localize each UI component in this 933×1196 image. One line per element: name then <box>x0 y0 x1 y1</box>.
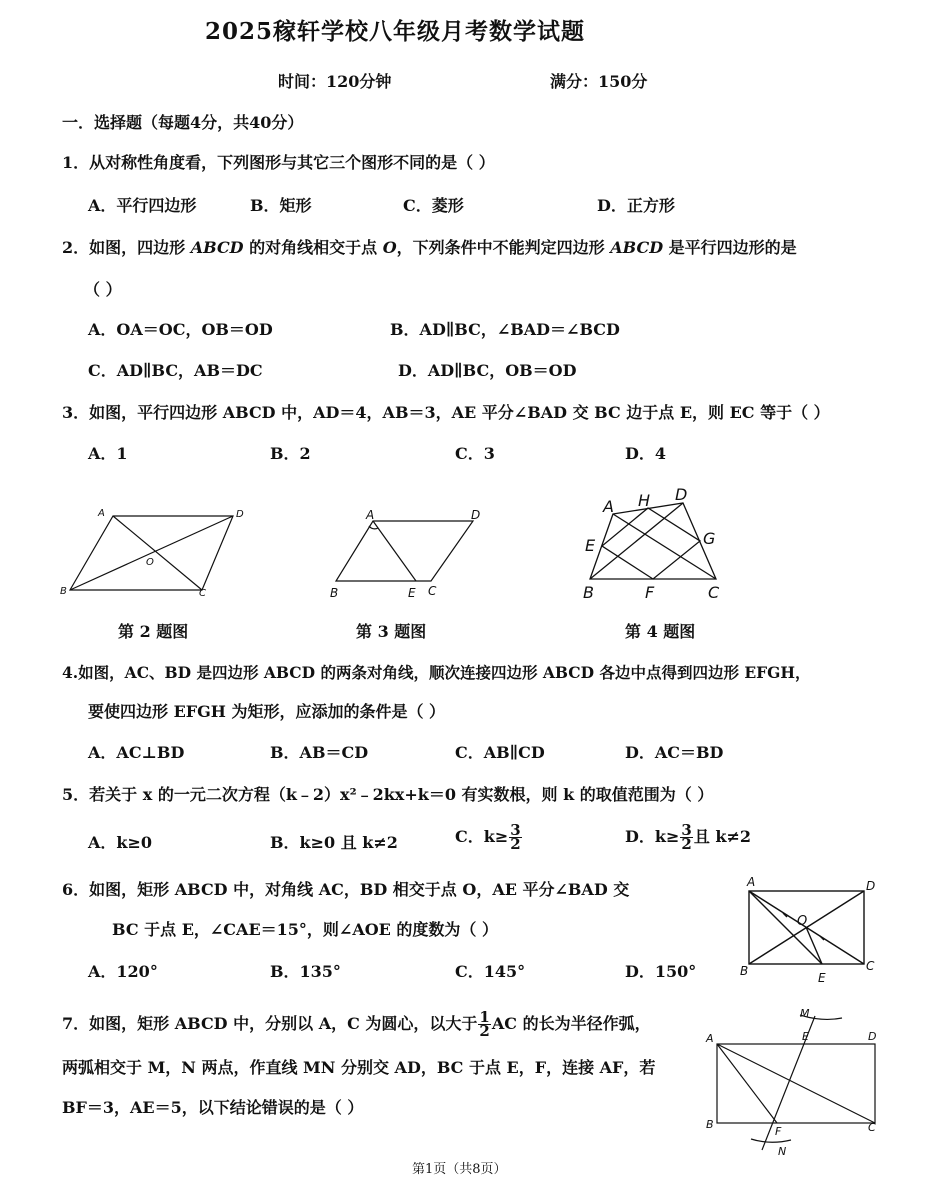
f3-label-b: B <box>330 586 339 600</box>
f4-label-d: D <box>675 485 688 504</box>
q7-stem-line3: BF＝3，AE＝5，以下结论错误的是（ ） <box>62 1098 364 1117</box>
f3-label-a: A <box>366 508 375 522</box>
f4-label-g: G <box>703 529 716 548</box>
f2-label-b: B <box>60 586 67 597</box>
q5-option-c: C．k≥ $\frac{3}{2}$ <box>455 821 521 853</box>
q1-option-b: B．矩形 <box>250 196 312 215</box>
q1-stem: 1．从对称性角度看，下列图形与其它三个图形不同的是（ ） <box>62 153 495 172</box>
q6-stem-line1: 6．如图，矩形 ABCD 中，对角线 AC，BD 相交于点 O，AE 平分∠BAD 交 <box>62 880 630 899</box>
q3-option-d: D．4 <box>625 444 667 463</box>
q3-option-b: B．2 <box>270 444 311 463</box>
f7-label-n: N <box>778 1145 787 1158</box>
q6-option-a: A．120° <box>88 962 158 981</box>
q5-stem: 5．若关于 x 的一元二次方程（k﹣2）x²﹣2kx+k＝0 有实数根，则 k 的取值范围为（ ） <box>62 785 714 804</box>
f4-label-b: B <box>583 583 594 602</box>
q4-stem-line2: 要使四边形 EFGH 为矩形，应添加的条件是（ ） <box>88 702 446 721</box>
f6-label-c: C <box>866 959 875 973</box>
f4-label-e: E <box>585 536 596 555</box>
f7-label-a: A <box>706 1032 714 1045</box>
q2-option-a: A．OA＝OC，OB＝OD <box>88 320 273 339</box>
q6-option-d: D．150° <box>625 962 697 981</box>
f6-label-d: D <box>866 879 876 893</box>
f2-label-o: O <box>146 557 154 568</box>
q2-answer-paren: （ ） <box>84 280 122 299</box>
figure-q2-caption: 第 2 题图 <box>118 622 189 641</box>
f2-label-c: C <box>199 588 206 599</box>
q7-stem-line1: 7．如图，矩形 ABCD 中，分别以 A，C 为圆心，以大于 $\frac{1}{2}$ AC 的长为半径作弧， <box>62 1008 651 1040</box>
f7-label-e: E <box>802 1030 809 1043</box>
f4-label-c: C <box>708 583 720 602</box>
f3-label-d: D <box>471 508 481 522</box>
f6-label-a: A <box>747 875 756 889</box>
q4-option-b: B．AB＝CD <box>270 743 369 762</box>
q2-option-c: C．AD∥BC，AB＝DC <box>88 361 263 380</box>
q7-stem-line2: 两弧相交于 M，N 两点，作直线 MN 分别交 AD，BC 于点 E，F，连接 AF，若 <box>62 1058 656 1077</box>
q5-option-b: B．k≥0 且 k≠2 <box>270 833 398 852</box>
q5-option-d: D．k≥ $\frac{3}{2}$ 且 k≠2 <box>625 821 752 853</box>
q4-stem-line1: 4.如图，AC、BD 是四边形 ABCD 的两条对角线，顺次连接四边形 ABCD 各边中点得到四边形 EFGH， <box>62 663 811 682</box>
f3-label-e: E <box>408 586 416 600</box>
f7-label-m: M <box>800 1007 810 1020</box>
f3-label-c: C <box>428 584 437 598</box>
q6-option-b: B．135° <box>270 962 341 981</box>
exam-time: 时间：120分钟 <box>278 72 392 91</box>
q4-option-c: C．AB∥CD <box>455 743 545 762</box>
q3-option-c: C．3 <box>455 444 495 463</box>
q3-stem: 3．如图，平行四边形 ABCD 中，AD＝4，AB＝3，AE 平分∠BAD 交 BC 边于点 E，则 EC 等于（ ） <box>62 403 830 422</box>
f4-label-f: F <box>645 583 655 602</box>
f6-label-b: B <box>740 964 749 978</box>
q2-stem: 2．如图，四边形 ABCD 的对角线相交于点 O，下列条件中不能判定四边形 ABCD 是平行四边形的是 <box>62 238 797 257</box>
exam-full-score: 满分：150分 <box>550 72 648 91</box>
figure-q4-caption: 第 4 题图 <box>625 622 696 641</box>
f6-label-e: E <box>818 971 826 985</box>
q6-option-c: C．145° <box>455 962 526 981</box>
f4-label-h: H <box>638 491 651 510</box>
f7-label-b: B <box>706 1118 714 1131</box>
f6-label-o: O <box>797 914 808 929</box>
q1-option-c: C．菱形 <box>403 196 464 215</box>
q1-option-a: A．平行四边形 <box>88 196 197 215</box>
f2-label-d: D <box>236 509 244 520</box>
q3-option-a: A．1 <box>88 444 128 463</box>
section-heading: 一．选择题（每题4分，共40分） <box>62 113 304 132</box>
q4-option-a: A．AC⊥BD <box>88 743 185 762</box>
q2-option-d: D．AD∥BC，OB＝OD <box>398 361 577 380</box>
q4-option-d: D．AC＝BD <box>625 743 724 762</box>
q5-option-a: A．k≥0 <box>88 833 153 852</box>
f7-label-f: F <box>775 1125 782 1138</box>
figure-q3-caption: 第 3 题图 <box>356 622 427 641</box>
q2-option-b: B．AD∥BC，∠BAD＝∠BCD <box>390 320 620 339</box>
page-footer: 第1页（共8页） <box>412 1162 507 1177</box>
f2-label-a: A <box>98 508 105 519</box>
f4-label-a: A <box>603 497 614 516</box>
page-title: 2025稼轩学校八年级月考数学试题 <box>205 18 586 45</box>
f7-label-d: D <box>868 1030 877 1043</box>
f7-label-c: C <box>868 1121 876 1134</box>
q1-option-d: D．正方形 <box>597 196 675 215</box>
q6-stem-line2: BC 于点 E，∠CAE＝15°，则∠AOE 的度数为（ ） <box>112 920 499 939</box>
